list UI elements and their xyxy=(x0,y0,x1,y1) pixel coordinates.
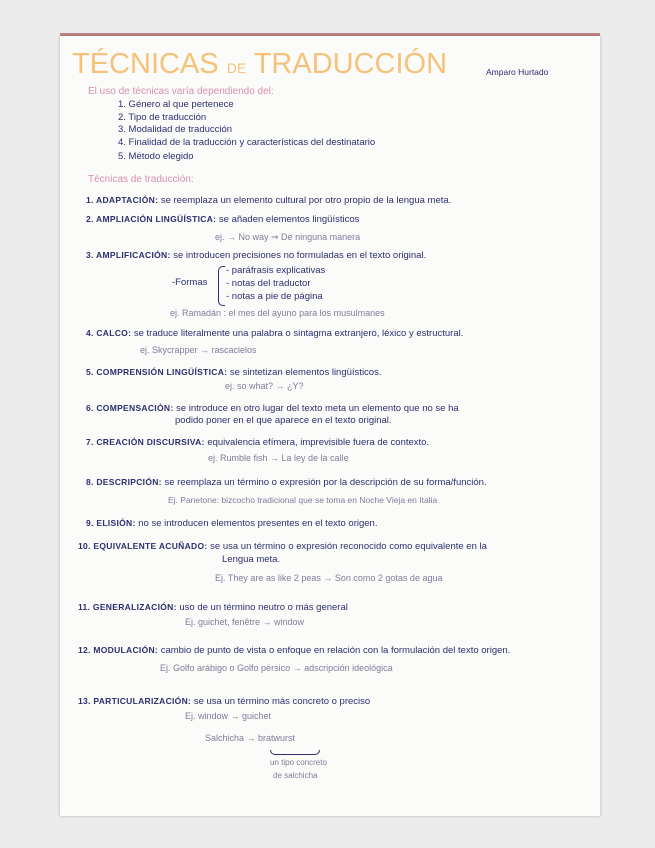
technique-example: Ej. Panetone: bizcocho tradicional que se toma en Noche Vieja en Italia xyxy=(168,495,438,505)
technique-10 xyxy=(78,540,487,553)
technique-definition: se usa un término o expresión reconocido como equivalente en la xyxy=(210,541,487,552)
technique-definition: equivalencia efímera, imprevisible fuera de contexto. xyxy=(207,437,430,448)
technique-example: ej. so what? → ¿Y? xyxy=(225,381,304,391)
technique-5 xyxy=(86,366,381,379)
technique-definition-cont: podido poner en el que aparece en el texto original. xyxy=(175,415,392,426)
technique-example: Ej. window → guichet xyxy=(185,711,272,721)
technique-definition: se reemplaza un elemento cultural por otro propio de la lengua meta. xyxy=(160,195,452,206)
technique-4 xyxy=(86,327,463,340)
technique-2 xyxy=(86,213,359,226)
technique-example: Ej. Golfo arábigo o Golfo pérsico → adscripción ideológica xyxy=(160,663,393,673)
forms-label: -Formas xyxy=(172,277,208,288)
technique-7 xyxy=(86,436,429,449)
technique-name: 2. AMPLIACIÓN LINGÜÍSTICA: xyxy=(86,214,217,224)
brace xyxy=(218,266,225,306)
technique-name: 1. ADAPTACIÓN: xyxy=(86,195,159,205)
technique-name: 4. CALCO: xyxy=(86,328,132,338)
technique-definition: se reemplaza un término o expresión por la descripción de su forma/función. xyxy=(164,477,487,488)
technique-name: 5. COMPRENSIÓN LINGÜÍSTICA: xyxy=(86,367,228,377)
technique-definition: se traduce literalmente una palabra o sintagma extranjero, léxico y estructural. xyxy=(133,328,464,339)
technique-definition: se añaden elementos lingüísticos xyxy=(218,214,360,225)
form-item: - paráfrasis explicativas xyxy=(226,265,326,276)
example-note: de salchicha xyxy=(273,771,318,780)
technique-name: 6. COMPENSACIÓN: xyxy=(86,403,174,413)
technique-name: 8. DESCRIPCIÓN: xyxy=(86,477,162,487)
technique-9 xyxy=(86,517,377,530)
technique-definition: cambio de punto de vista o enfoque en relación con la formulación del texto origen. xyxy=(160,645,511,656)
technique-example: ej. → No way ⇒ De ninguna manera xyxy=(215,232,361,242)
technique-name: 13. PARTICULARIZACIÓN: xyxy=(78,696,192,706)
technique-1 xyxy=(86,194,451,207)
underbrace xyxy=(270,750,320,755)
technique-example: Ej. They are as like 2 peas → Son como 2 gotas de agua xyxy=(215,573,443,583)
technique-name: 3. AMPLIFICACIÓN: xyxy=(86,250,171,260)
technique-definition: no se introducen elementos presentes en el texto origen. xyxy=(138,518,378,529)
technique-example: ej. Ramadán : el mes del ayuno para los musulmanes xyxy=(170,308,385,318)
author: Amparo Hurtado xyxy=(486,67,549,77)
technique-name: 10. EQUIVALENTE ACUÑADO: xyxy=(78,541,208,551)
technique-definition: se sintetizan elementos lingüísticos. xyxy=(229,367,382,378)
page-title xyxy=(72,48,447,84)
factor-item: 2. Tipo de traducción xyxy=(118,112,207,123)
technique-example: Salchicha → bratwurst xyxy=(205,733,296,743)
title-word: TRADUCCIÓN xyxy=(253,48,448,80)
intro-text: El uso de técnicas varía dependiendo del: xyxy=(88,86,274,97)
factor-item: 1. Género al que pertenece xyxy=(118,99,234,110)
technique-8 xyxy=(86,476,487,489)
technique-example: ej. Skycrapper → rascacielos xyxy=(140,345,257,355)
technique-name: 9. ELISIÓN: xyxy=(86,518,136,528)
form-item: - notas del traductor xyxy=(226,278,311,289)
technique-11 xyxy=(78,601,348,614)
technique-definition-cont: Lengua meta. xyxy=(222,554,281,565)
factor-item: 4. Finalidad de la traducción y características del destinatario xyxy=(118,137,376,148)
technique-12 xyxy=(78,644,510,657)
title-word: DE xyxy=(226,60,247,76)
technique-example: ej. Rumble fish → La ley de la calle xyxy=(208,453,349,463)
technique-definition: se introducen precisiones no formuladas en el texto original. xyxy=(173,250,427,261)
technique-example: Ej. guichet, fenêtre → window xyxy=(185,617,305,627)
technique-3 xyxy=(86,249,426,262)
technique-definition: se introduce en otro lugar del texto meta un elemento que no se ha xyxy=(176,403,459,414)
technique-name: 7. CREACIÓN DISCURSIVA: xyxy=(86,437,205,447)
title-word: TÉCNICAS xyxy=(72,48,219,80)
form-item: - notas a pie de página xyxy=(226,291,323,302)
technique-definition: uso de un término neutro o más general xyxy=(179,602,348,613)
factor-item: 5. Método elegido xyxy=(118,151,194,162)
technique-name: 12. MODULACIÓN: xyxy=(78,645,159,655)
technique-definition: se usa un término más concreto o preciso xyxy=(193,696,371,707)
technique-6 xyxy=(86,402,459,415)
technique-name: 11. GENERALIZACIÓN: xyxy=(78,602,177,612)
section-heading: Técnicas de traducción: xyxy=(88,174,194,185)
example-note: un tipo concreto xyxy=(270,758,327,767)
factor-item: 3. Modalidad de traducción xyxy=(118,124,233,135)
technique-13 xyxy=(78,695,370,708)
